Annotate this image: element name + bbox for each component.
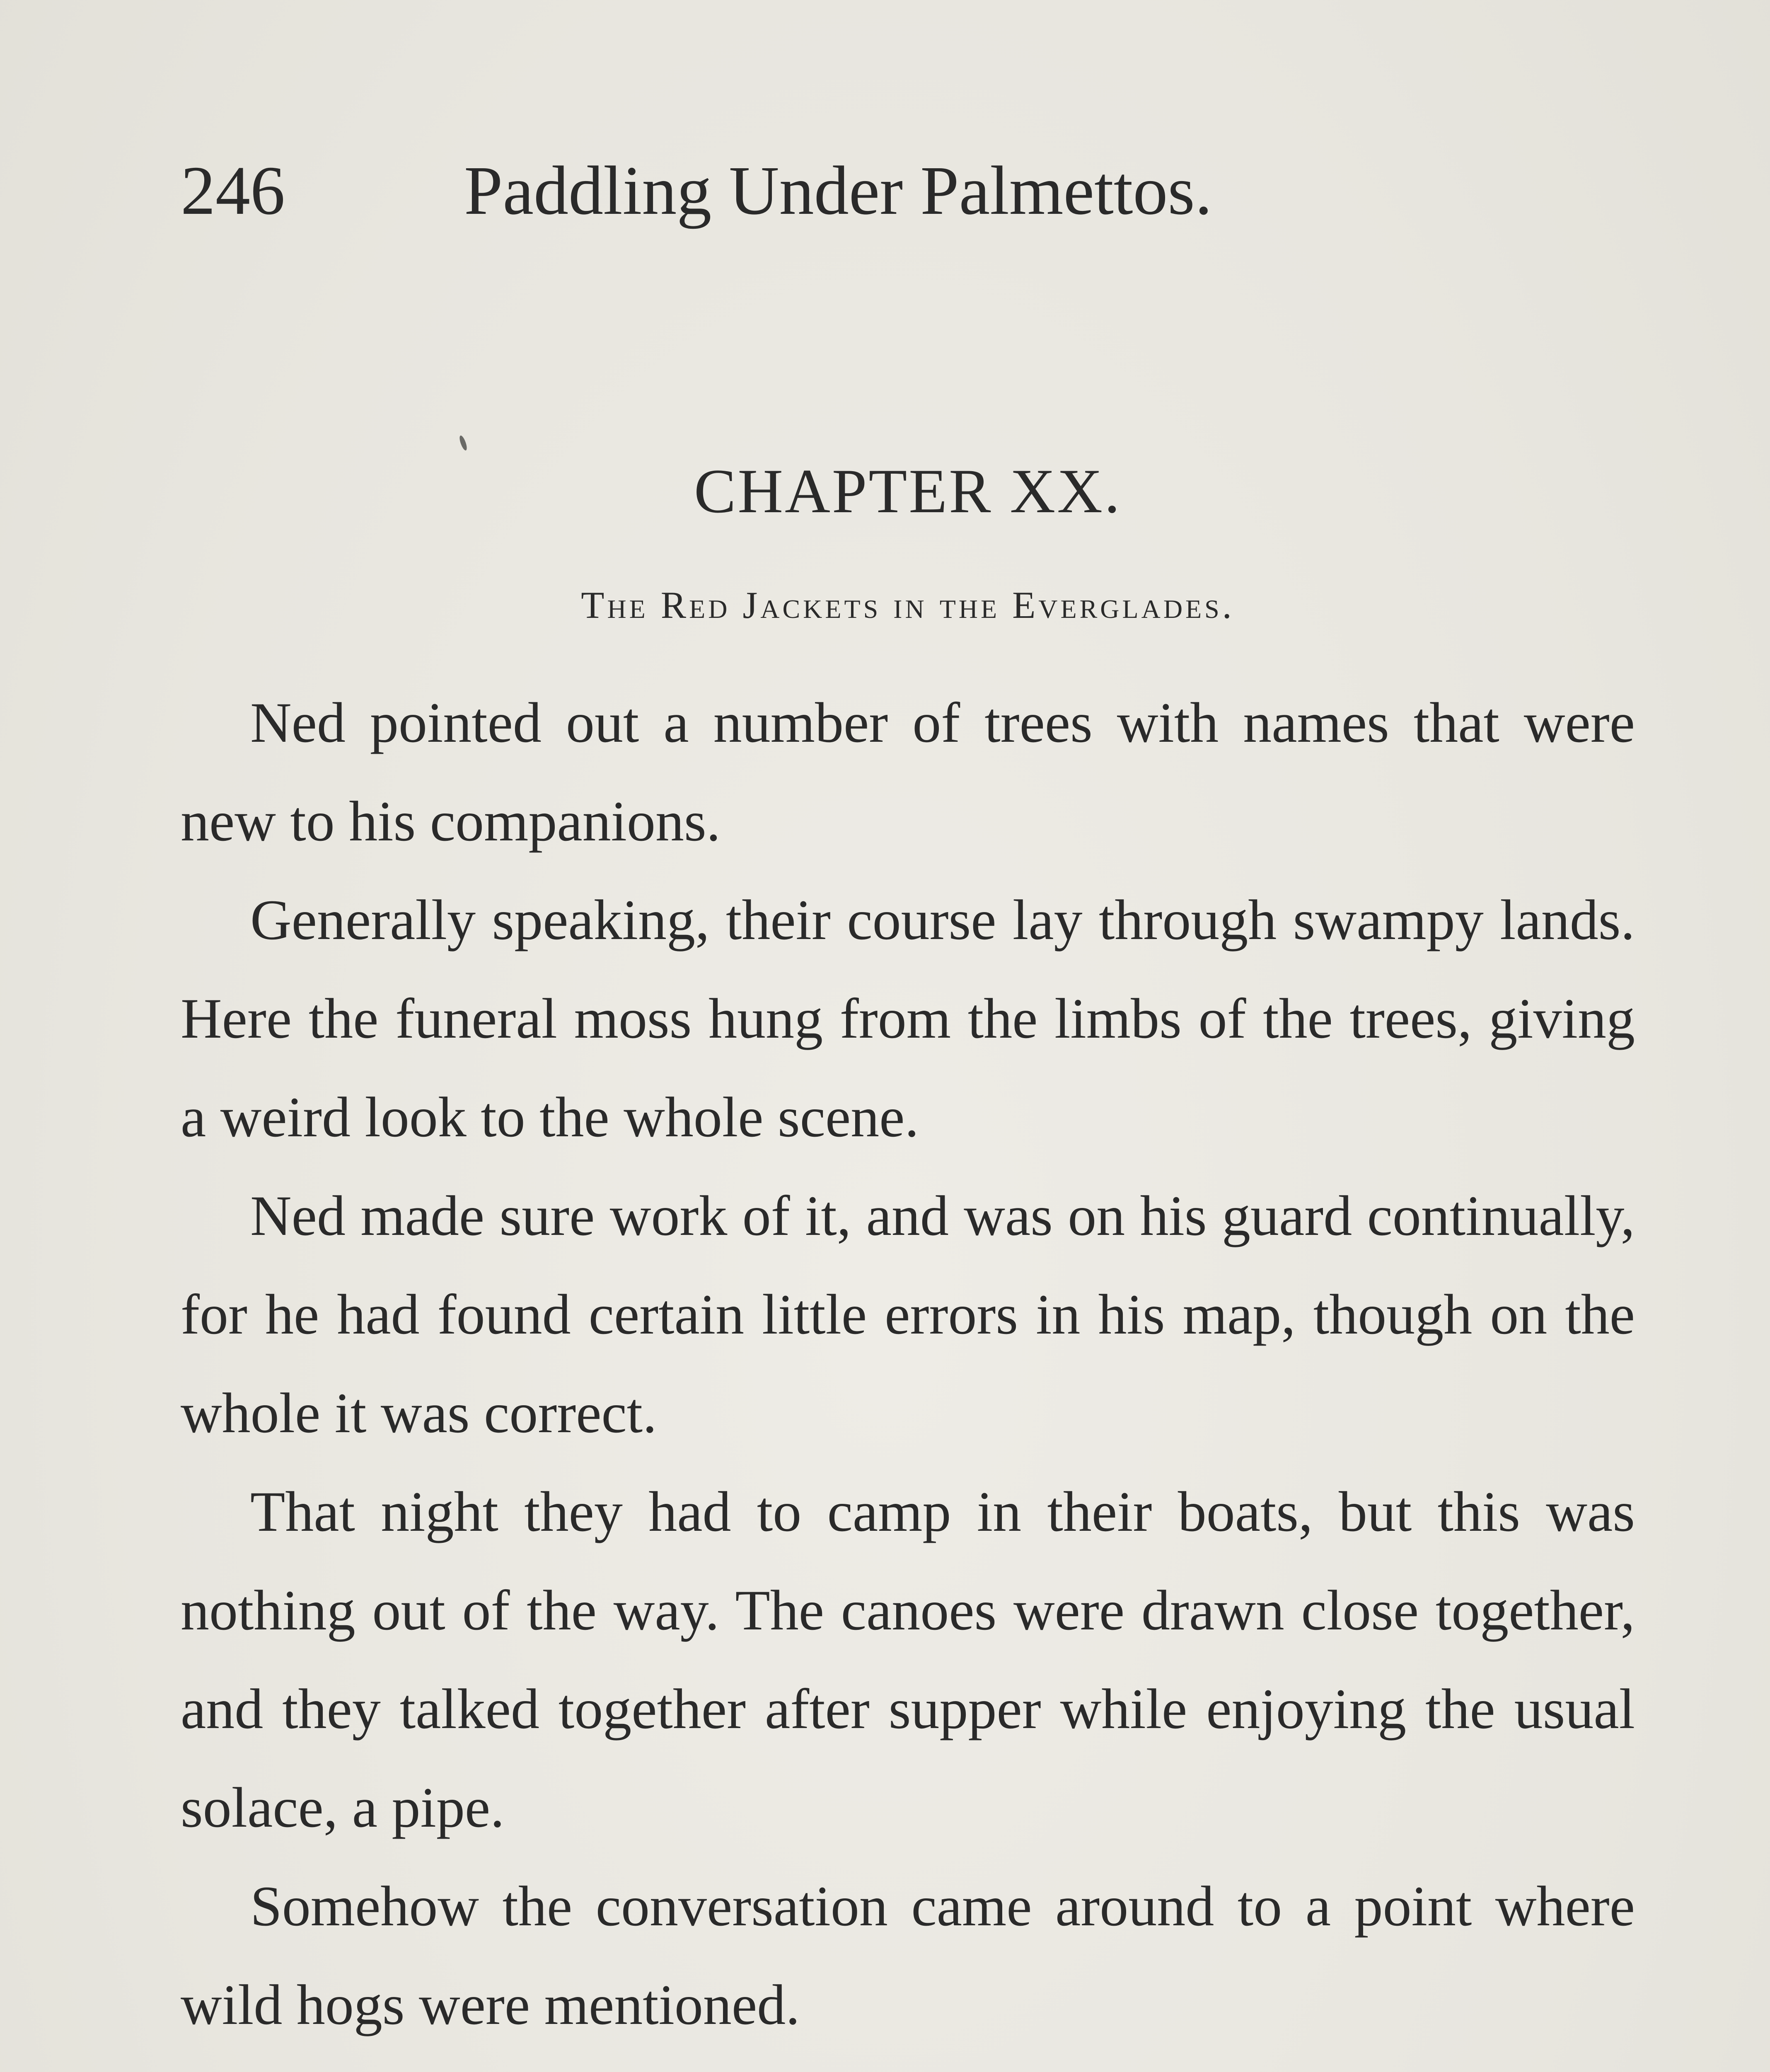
chapter-heading: CHAPTER XX. [694,456,1122,526]
paragraph: That night they had to camp in their boats, but this was nothing out of the way. The canoes were drawn close together, and they talked together after supper while enjoying the usual solace, a pipe. [181,1480,1635,1839]
paragraph: Ned pointed out a number of trees with names that were new to his companions. [181,691,1635,853]
ink-speck [458,435,468,451]
paragraph [181,2054,1635,2072]
paragraph: Generally speaking, their course lay through swampy lands. Here the funeral moss hung from the limbs of the trees, giving a weird look to the whole scene. [181,888,1635,1149]
paragraph: Somehow the conversation came around to a point where wild hogs were mentioned. [181,1874,1635,2036]
chapter-subtitle: The Red Jackets in the Everglades. [581,584,1235,626]
running-title: Paddling Under Palmettos. [464,152,1212,229]
body-text [181,673,1635,2072]
paragraph: Ned made sure work of it, and was on his guard continually, for he had found certain little errors in his map, though on the whole it was correct. [181,1184,1635,1445]
page-number: 246 [181,152,285,229]
running-head [181,149,1589,232]
